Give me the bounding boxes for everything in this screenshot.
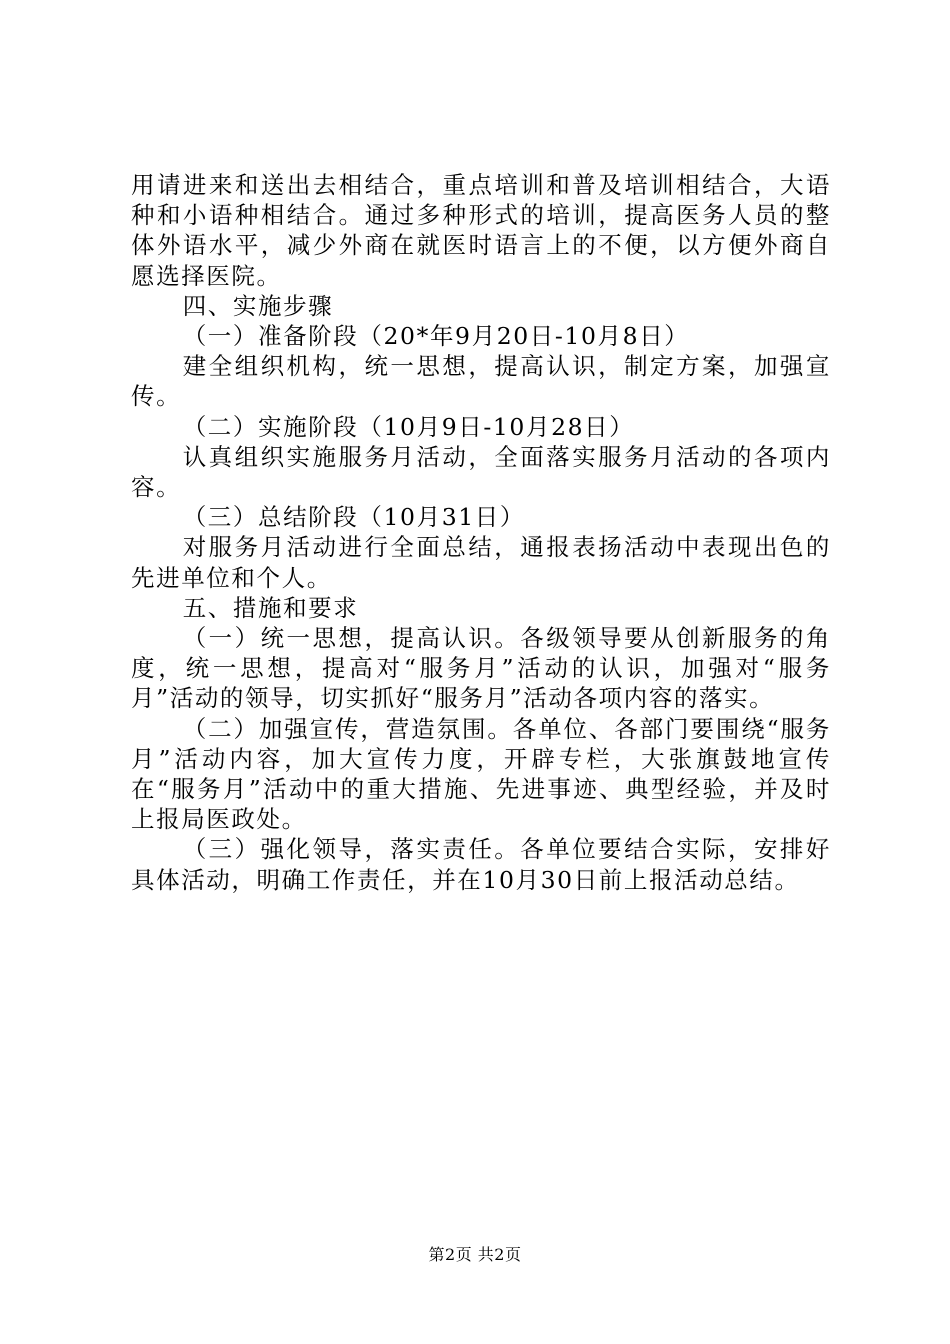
- paragraph-summary-stage: 对服务月活动进行全面总结，通报表扬活动中表现出色的先进单位和个人。: [131, 533, 831, 592]
- paragraph-measure-unify-thinking: （一）统一思想，提高认识。各级领导要从创新服务的角度，统一思想，提高对“服务月”活动的认识，加强对“服务月”活动的领导，切实抓好“服务月”活动各项内容的落实。: [131, 624, 831, 713]
- paragraph-preparation-stage: 建全组织机构，统一思想，提高认识，制定方案，加强宣传。: [131, 352, 831, 411]
- heading-preparation-stage: （一）准备阶段（20*年9月20日-10月8日）: [182, 322, 690, 351]
- paragraph-implementation-stage: 认真组织实施服务月活动，全面落实服务月活动的各项内容。: [131, 442, 831, 502]
- heading-summary-stage: （三）总结阶段（10月31日）: [182, 503, 525, 532]
- heading-implementation-steps: 四、实施步骤: [182, 291, 334, 320]
- paragraph-measure-publicity: （二）加强宣传，营造氛围。各单位、各部门要围绕“服务月”活动内容，加大宣传力度，开辟专栏，大张旗鼓地宣传在“服务月”活动中的重大措施、先进事迹、典型经验，并及时上报局医政处。: [131, 714, 831, 834]
- paragraph-measure-leadership: （三）强化领导，落实责任。各单位要结合实际，安排好具体活动，明确工作责任，并在10月30日前上报活动总结。: [131, 835, 831, 894]
- heading-measures-requirements: 五、措施和要求: [182, 593, 359, 622]
- paragraph-training-methods: 用请进来和送出去相结合，重点培训和普及培训相结合，大语种和小语种相结合。通过多种形式的培训，提高医务人员的整体外语水平，减少外商在就医时语言上的不便，以方便外商自愿选择医院。: [131, 171, 831, 290]
- heading-implementation-stage: （二）实施阶段（10月9日-10月28日）: [182, 412, 635, 441]
- page-number-label: 第2页 共2页: [428, 1245, 522, 1264]
- page-footer: [0, 1245, 950, 1265]
- document-body: [131, 170, 831, 895]
